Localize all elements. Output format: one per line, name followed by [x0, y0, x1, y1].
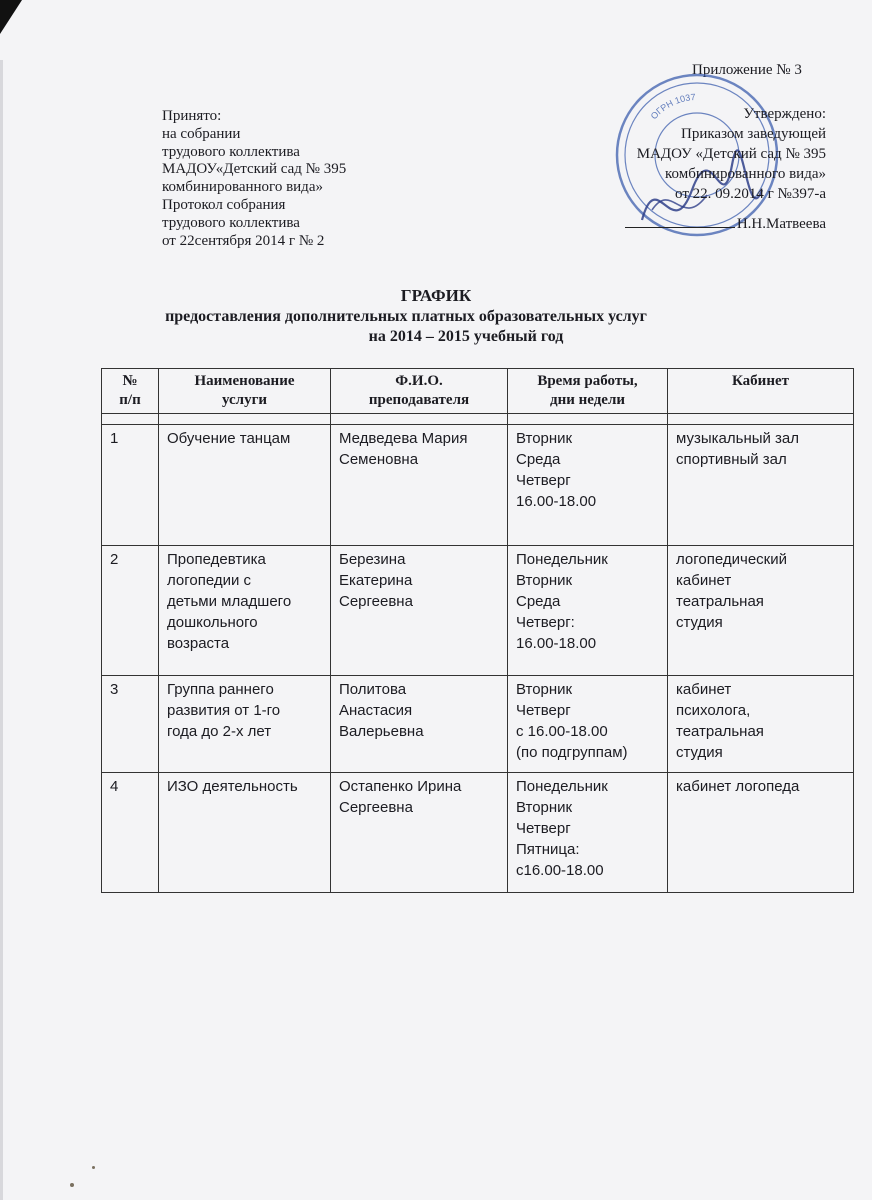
approved-label: Утверждено:	[743, 106, 826, 122]
row-num: 2	[102, 546, 159, 676]
table-spacer-row	[102, 414, 854, 425]
row-time: Вторник Четверг с 16.00-18.00 (по подгруппам)	[508, 676, 668, 773]
row-time: Понедельник Вторник Среда Четверг: 16.00-18.00	[508, 546, 668, 676]
approval-block	[625, 104, 826, 234]
accepted-line: Протокол собрания	[162, 196, 286, 213]
stamp-ogrn-text: ОГРН 1037	[648, 91, 696, 122]
accepted-line: от 22сентября 2014 г № 2	[162, 232, 325, 249]
row-service: Обучение танцам	[159, 425, 331, 546]
schedule-table	[101, 368, 854, 893]
document-subtitle: предоставления дополнительных платных образовательных услуг	[165, 308, 647, 325]
row-teacher: Политова Анастасия Валерьевна	[331, 676, 508, 773]
approved-org: МАДОУ «Детский сад № 395	[636, 146, 826, 162]
accepted-line: МАДОУ«Детский сад № 395	[162, 161, 347, 178]
table-row	[102, 425, 854, 546]
row-teacher: Остапенко Ирина Сергеевна	[331, 773, 508, 893]
row-room: логопедический кабинет театральная студия	[668, 546, 854, 676]
approved-order: Приказом заведующей	[681, 126, 826, 142]
row-room: музыкальный зал спортивный зал	[668, 425, 854, 546]
table-row	[102, 546, 854, 676]
row-service: Группа раннего развития от 1-го года до 2-х лет	[159, 676, 331, 773]
scan-corner-artifact	[0, 0, 22, 34]
row-teacher: Березина Екатерина Сергеевна	[331, 546, 508, 676]
accepted-line: трудового коллектива	[162, 214, 300, 231]
scan-speck	[70, 1183, 74, 1187]
scan-edge-shadow	[0, 60, 3, 1200]
appendix-label: Приложение № 3	[692, 62, 802, 78]
accepted-block	[162, 108, 346, 250]
scan-speck	[92, 1166, 95, 1169]
row-service: ИЗО деятельность	[159, 773, 331, 893]
row-num: 1	[102, 425, 159, 546]
approved-date: от 22. 09.2014 г №397-а	[675, 186, 826, 202]
header-teacher: Ф.И.О. преподавателя	[331, 369, 508, 414]
approved-signer: Н.Н.Матвеева	[736, 216, 826, 232]
header-time: Время работы, дни недели	[508, 369, 668, 414]
accepted-line: на собрании	[162, 125, 241, 142]
row-room: кабинет логопеда	[668, 773, 854, 893]
accepted-line: Принято:	[162, 108, 222, 124]
row-service: Пропедевтика логопедии с детьми младшего дошкольного возраста	[159, 546, 331, 676]
row-time: Понедельник Вторник Четверг Пятница: с16.00-18.00	[508, 773, 668, 893]
accepted-line: трудового коллектива	[162, 143, 300, 160]
signature-line	[625, 227, 735, 228]
approved-org2: комбинированного вида»	[665, 166, 826, 182]
row-teacher: Медведева Мария Семеновна	[331, 425, 508, 546]
table-row	[102, 676, 854, 773]
document-year: на 2014 – 2015 учебный год	[368, 328, 564, 345]
accepted-line: комбинированного вида»	[162, 179, 323, 196]
row-time: Вторник Среда Четверг 16.00-18.00	[508, 425, 668, 546]
row-num: 3	[102, 676, 159, 773]
header-room: Кабинет	[668, 369, 854, 414]
table-header-row	[102, 369, 854, 414]
table-row	[102, 773, 854, 893]
header-service: Наименование услуги	[159, 369, 331, 414]
row-room: кабинет психолога, театральная студия	[668, 676, 854, 773]
header-num: № п/п	[102, 369, 159, 414]
document-title: ГРАФИК	[400, 286, 472, 305]
row-num: 4	[102, 773, 159, 893]
